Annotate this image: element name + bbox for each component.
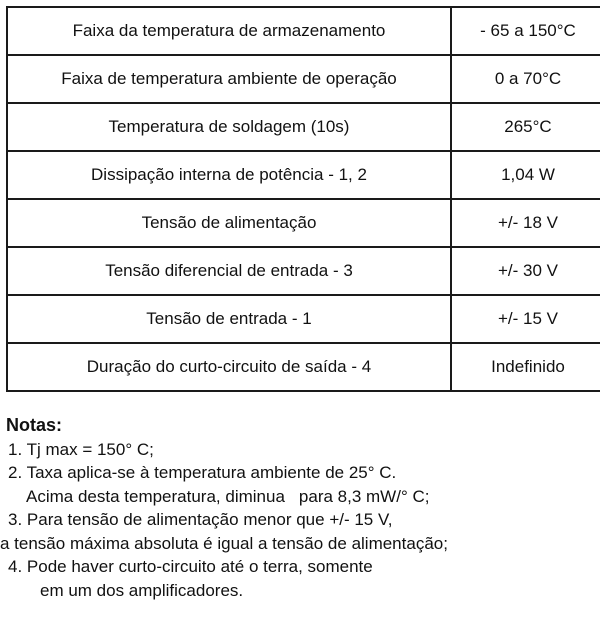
- parameter-cell: Faixa de temperatura ambiente de operação: [7, 55, 451, 103]
- note-2-line-1: 2. Taxa aplica-se à temperatura ambiente de 25° C.: [8, 463, 397, 482]
- value-cell: +/- 15 V: [451, 295, 600, 343]
- notes-title: Notas:: [6, 415, 63, 435]
- table-row: [7, 247, 600, 295]
- notes-section: [0, 414, 600, 602]
- parameter-cell: Dissipação interna de potência - 1, 2: [7, 151, 451, 199]
- note-1: 1. Tj max = 150° C;: [8, 439, 154, 459]
- table-row: [7, 55, 600, 103]
- table-row: [7, 199, 600, 247]
- absolute-max-ratings-table: [6, 6, 600, 392]
- value-cell: 0 a 70°C: [451, 55, 600, 103]
- parameter-cell: Tensão diferencial de entrada - 3: [7, 247, 451, 295]
- value-cell: Indefinido: [451, 343, 600, 391]
- parameter-cell: Tensão de entrada - 1: [7, 295, 451, 343]
- note-2-line-2: [0, 485, 600, 509]
- note-3-line-1: 3. Para tensão de alimentação menor que +/- 15 V,: [8, 510, 393, 529]
- value-cell: +/- 30 V: [451, 247, 600, 295]
- note-2-line-2-part-1: Acima desta temperatura, diminua: [26, 486, 285, 506]
- table-row: [7, 295, 600, 343]
- note-4-line-2: em um dos amplificadores.: [40, 580, 244, 600]
- parameter-cell: Duração do curto-circuito de saída - 4: [7, 343, 451, 391]
- note-4-line-1: 4. Pode haver curto-circuito até o terra, somente: [8, 557, 373, 576]
- parameter-cell: Faixa da temperatura de armazenamento: [7, 7, 451, 55]
- value-cell: 265°C: [451, 103, 600, 151]
- table-row: [7, 151, 600, 199]
- table-row: [7, 103, 600, 151]
- parameter-cell: Tensão de alimentação: [7, 199, 451, 247]
- value-cell: 1,04 W: [451, 151, 600, 199]
- table-row: [7, 343, 600, 391]
- value-cell: +/- 18 V: [451, 199, 600, 247]
- value-cell: - 65 a 150°C: [451, 7, 600, 55]
- parameter-cell: Temperatura de soldagem (10s): [7, 103, 451, 151]
- note-2-line-2-part-2: para 8,3 mW/° C;: [298, 486, 430, 506]
- table-row: [7, 7, 600, 55]
- note-3-line-2: a tensão máxima absoluta é igual a tensão de alimentação;: [0, 533, 448, 553]
